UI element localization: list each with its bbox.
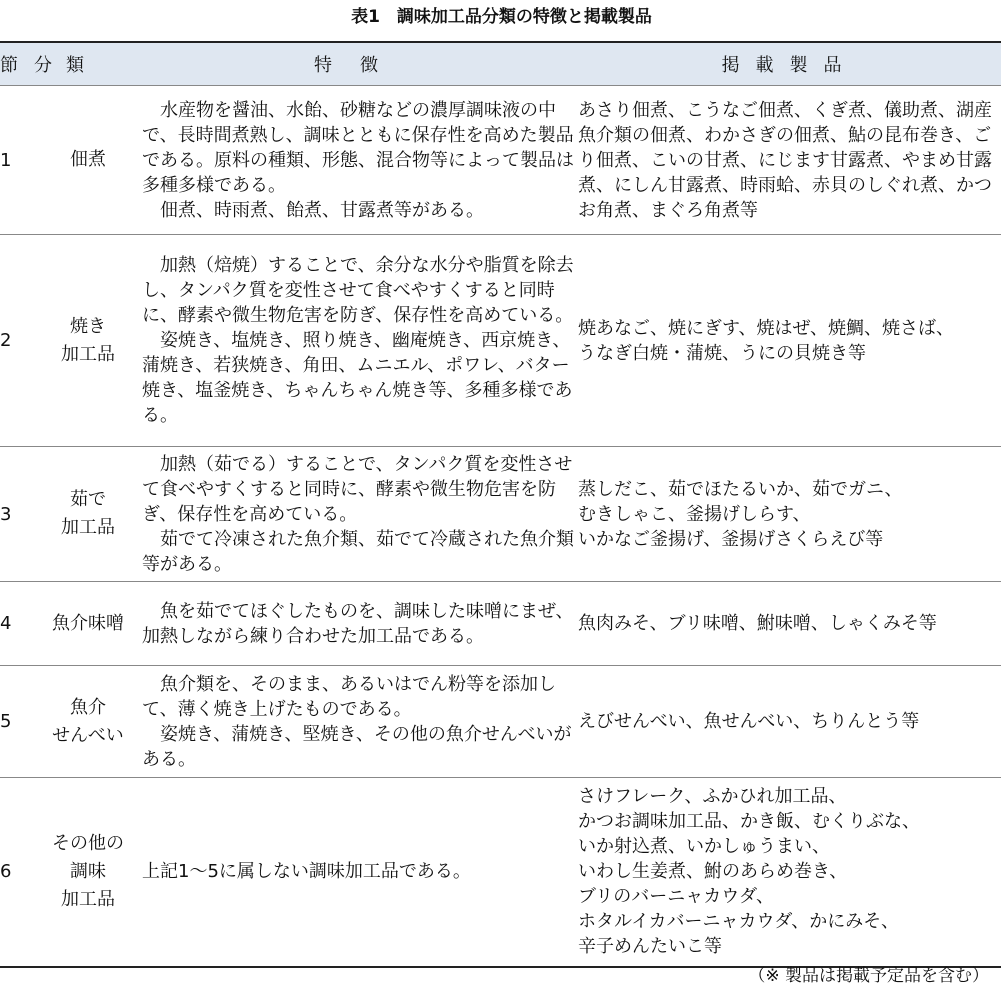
row-products: 魚肉みそ、ブリ味噌、鮒味噌、しゃくみそ等 bbox=[578, 582, 1001, 666]
table-row bbox=[0, 666, 1001, 778]
table-row bbox=[0, 86, 1001, 235]
row-products: あさり佃煮、こうなご佃煮、くぎ煮、儀助煮、湖産魚介類の佃煮、わかさぎの佃煮、鮎の昆布巻き、ごり佃煮、こいの甘煮、にじます甘露煮、やまめ甘露煮、にしん甘露煮、時雨蛤、赤貝のしぐれ煮、かつお角煮、まぐろ角煮等 bbox=[578, 86, 1001, 235]
row-features: 魚を茹でてほぐしたものを、調味した味噌にまぜ、加熱しながら練り合わせた加工品である。 bbox=[142, 582, 578, 666]
row-products: さけフレーク、ふかひれ加工品、 かつお調味加工品、かき飯、むくりぶな、 いか射込煮、いかしゅうまい、 いわし生姜煮、鮒のあらめ巻き、 ブリのバーニャカウダ、 ホタルイカバーニャカウダ、かにみそ、 辛子めんたいこ等 bbox=[578, 778, 1001, 967]
row-features: 加熱（茹でる）することで、タンパク質を変性させて食べやすくすると同時に、酵素や微生物危害を防ぎ、保存性を高めている。 茹でて冷凍された魚介類、茹でて冷蔵された魚介類等がある。 bbox=[142, 447, 578, 582]
row-classification: その他の 調味 加工品 bbox=[34, 778, 142, 967]
row-num: 6 bbox=[0, 778, 34, 967]
table-row bbox=[0, 447, 1001, 582]
row-features: 魚介類を、そのまま、あるいはでん粉等を添加して、薄く焼き上げたものである。 姿焼き、蒲焼き、堅焼き、その他の魚介せんべいがある。 bbox=[142, 666, 578, 778]
table-row bbox=[0, 235, 1001, 447]
row-features: 水産物を醤油、水飴、砂糖などの濃厚調味液の中で、長時間煮熟し、調味とともに保存性を高めた製品である。原料の種類、形態、混合物等によって製品は多種多様である。 佃煮、時雨煮、飴煮、甘露煮等がある。 bbox=[142, 86, 578, 235]
row-features: 上記1～5に属しない調味加工品である。 bbox=[142, 778, 578, 967]
row-classification: 佃煮 bbox=[34, 86, 142, 235]
footnote: （※ 製品は掲載予定品を含む） bbox=[748, 966, 989, 986]
table-row bbox=[0, 582, 1001, 666]
row-num: 2 bbox=[0, 235, 34, 447]
row-classification: 焼き 加工品 bbox=[34, 235, 142, 447]
header-classification: 分類 bbox=[34, 42, 142, 86]
row-num: 1 bbox=[0, 86, 34, 235]
header-products: 掲載製品 bbox=[578, 42, 1001, 86]
row-num: 5 bbox=[0, 666, 34, 778]
table-row bbox=[0, 778, 1001, 967]
header-row bbox=[0, 42, 1001, 86]
row-num: 4 bbox=[0, 582, 34, 666]
row-num: 3 bbox=[0, 447, 34, 582]
table-title: 表1 調味加工品分類の特徴と掲載製品 bbox=[351, 7, 652, 27]
row-products: 蒸しだこ、茹でほたるいか、茹でガニ、 むきしゃこ、釜揚げしらす、 いかなご釜揚げ、釜揚げさくらえび等 bbox=[578, 447, 1001, 582]
row-products: えびせんべい、魚せんべい、ちりんとう等 bbox=[578, 666, 1001, 778]
row-products: 焼あなご、焼にぎす、焼はぜ、焼鯛、焼さば、 うなぎ白焼・蒲焼、うにの貝焼き等 bbox=[578, 235, 1001, 447]
header-num: 節 bbox=[0, 42, 34, 86]
header-features: 特徴 bbox=[142, 42, 578, 86]
classification-table bbox=[0, 41, 1001, 968]
row-classification: 茹で 加工品 bbox=[34, 447, 142, 582]
row-classification: 魚介味噌 bbox=[34, 582, 142, 666]
row-classification: 魚介 せんべい bbox=[34, 666, 142, 778]
row-features: 加熱（焙焼）することで、余分な水分や脂質を除去し、タンパク質を変性させて食べやすくすると同時に、酵素や微生物危害を防ぎ、保存性を高めている。 姿焼き、塩焼き、照り焼き、幽庵焼き、西京焼き、蒲焼き、若狭焼き、角田、ムニエル、ポワレ、バター焼き、塩釜焼き、ちゃんちゃん焼き等、多種多様である。 bbox=[142, 235, 578, 447]
